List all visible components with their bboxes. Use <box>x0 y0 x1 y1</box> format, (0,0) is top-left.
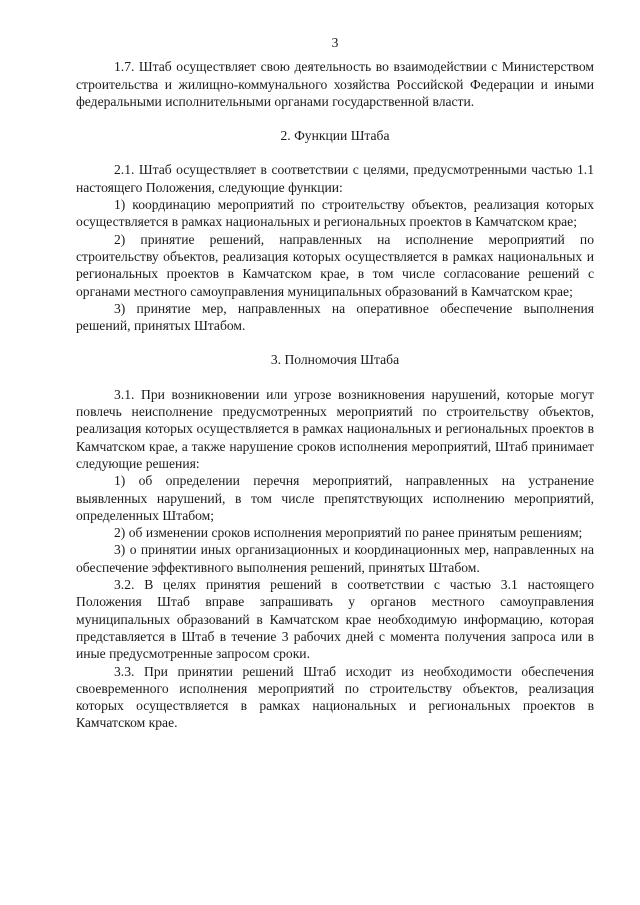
paragraph-2-1: 2.1. Штаб осуществляет в соответствии с целями, предусмотренными частью 1.1 настоящего Положения, следующие функции: <box>76 162 594 195</box>
document-page <box>76 34 594 732</box>
paragraph-2-1-item-3: 3) принятие мер, направленных на оперативное обеспечение выполнения решений, принятых Штабом. <box>76 300 594 334</box>
paragraph-2-1-item-1: 1) координацию мероприятий по строительству объектов, реализация которых осуществляется в рамках национальных и региональных проектов в Камчатском крае; <box>76 197 594 230</box>
paragraph-3-1-item-3: 3) о принятии иных организационных и координационных мер, направленных на обеспечение эффективного выполнения решений, принятых Штабом. <box>76 542 594 575</box>
page-number: 3 <box>331 35 339 50</box>
paragraph-3-1: 3.1. При возникновении или угрозе возникновения нарушений, которые могут повлечь неисполнение предусмотренных мероприятий по строительству объектов, реализация которых осуществляется в рамках национальных и региональных проектов в Камчатском крае, а также нарушение сроков исполнения мероприятий, Штаб принимает следующие решения: <box>76 386 594 471</box>
paragraph-3-1-item-1: 1) об определении перечня мероприятий, направленных на устранение выявленных нарушений, в том числе препятствующих исполнению мероприятий, определенных Штабом; <box>76 473 594 523</box>
section-2-heading: 2. Функции Штаба <box>280 128 390 144</box>
paragraph-1-7: 1.7. Штаб осуществляет свою деятельность во взаимодействии с Министерством строительства и жилищно-коммунального хозяйства Российской Федерации и иными федеральными исполнительными органами государственной власти. <box>76 59 594 109</box>
paragraph-3-2: 3.2. В целях принятия решений в соответствии с частью 3.1 настоящего Положения Штаб вправе запрашивать у органов местного самоуправления муниципальных образований в Камчатском крае необходимую информацию, которая представляется в Штаб в течение 3 рабочих дней с момента получения запроса или в иные предусмотренные запросом сроки. <box>76 577 594 662</box>
paragraph-2-1-item-2: 2) принятие решений, направленных на исполнение мероприятий по строительству объектов, реализация которых осуществляется в рамках национальных и региональных проектов в Камчатском крае, в том числе согласование решений с органами местного самоуправления муниципальных образований в Камчатском крае; <box>76 231 594 299</box>
section-3-heading: 3. Полномочия Штаба <box>270 352 400 368</box>
paragraph-3-3: 3.3. При принятии решений Штаб исходит из необходимости обеспечения своевременного исполнения мероприятий по строительству объектов, реализация которых осуществляется в рамках национальных и региональных проектов в Камчатском крае. <box>76 663 594 731</box>
paragraph-3-1-item-2: 2) об изменении сроков исполнения мероприятий по ранее принятым решениям; <box>114 525 583 541</box>
